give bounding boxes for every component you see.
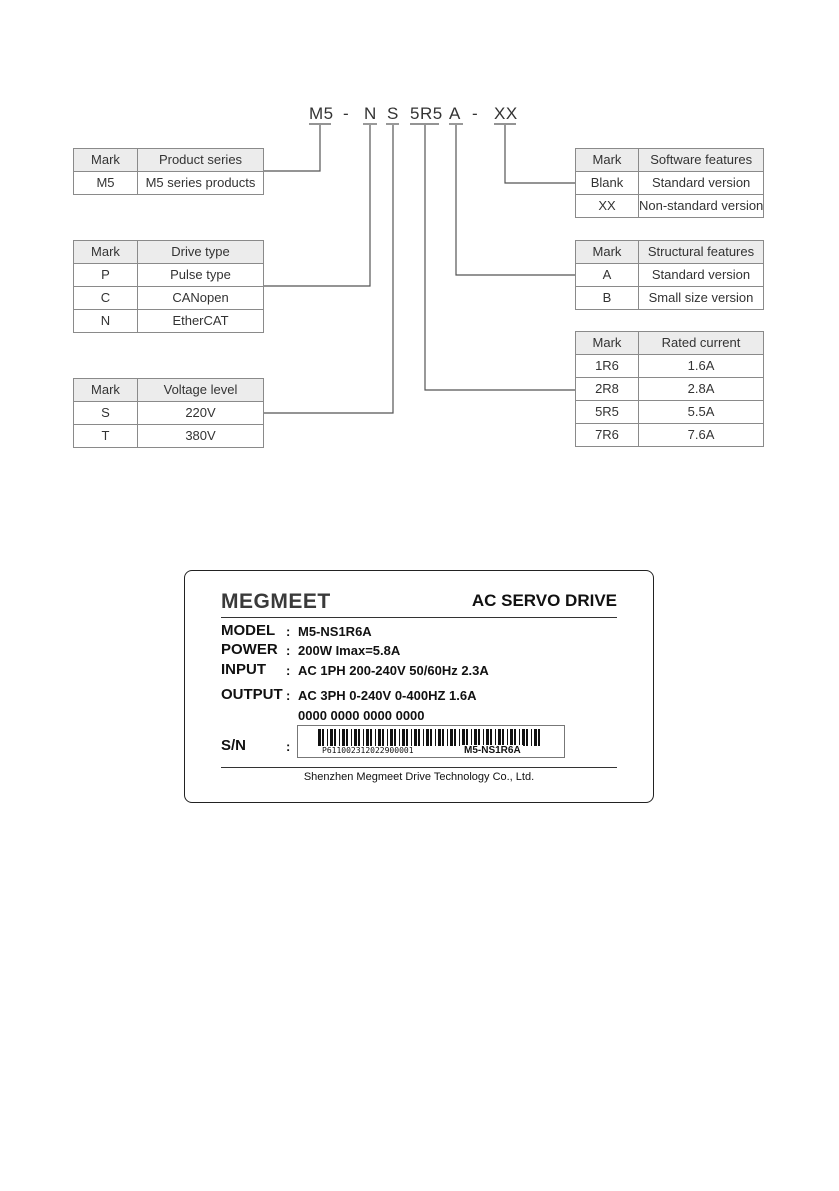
- barcode-bar: [459, 729, 460, 746]
- barcode-bar: [435, 729, 436, 746]
- barcode-bar: [414, 729, 417, 746]
- barcode-bar: [538, 729, 540, 746]
- barcode-bar: [483, 729, 484, 746]
- table-product-series: [73, 148, 264, 195]
- barcode-bar: [354, 729, 357, 746]
- cell-description: Small size version: [639, 287, 764, 310]
- barcode-bar: [330, 729, 333, 746]
- input-value: AC 1PH 200-240V 50/60Hz 2.3A: [298, 663, 489, 678]
- cell-mark: B: [576, 287, 639, 310]
- code-voltage: S: [387, 104, 399, 123]
- barcode-bar: [402, 729, 405, 746]
- cell-description: Standard version: [639, 172, 764, 195]
- barcode-bar: [382, 729, 384, 746]
- barcode-bar: [522, 729, 525, 746]
- barcode-bar: [351, 729, 352, 746]
- barcode-bar: [507, 729, 508, 746]
- power-label: POWER: [221, 641, 278, 658]
- cell-description: 1.6A: [639, 355, 764, 378]
- output-label: OUTPUT: [221, 686, 283, 703]
- barcode-bar: [510, 729, 513, 746]
- input-label: INPUT: [221, 661, 266, 678]
- connector-current: [425, 125, 575, 390]
- power-value: 200W Imax=5.8A: [298, 643, 401, 658]
- cell-description: CANopen: [138, 287, 264, 310]
- cell-mark: T: [74, 425, 138, 448]
- barcode-bar: [334, 729, 336, 746]
- barcode-bar: [370, 729, 372, 746]
- barcode-bar: [378, 729, 381, 746]
- barcode-bar: [363, 729, 364, 746]
- model-value: M5-NS1R6A: [298, 624, 372, 639]
- barcode-bar: [502, 729, 504, 746]
- barcode-bar: [322, 729, 324, 746]
- barcode-bar: [423, 729, 424, 746]
- cell-description: 380V: [138, 425, 264, 448]
- header-mark: Mark: [74, 149, 138, 172]
- output-separator: :: [286, 688, 291, 703]
- table-header-row: [74, 379, 264, 402]
- barcode-bar: [462, 729, 465, 746]
- barcode-bar: [526, 729, 528, 746]
- barcode-bar: [495, 729, 496, 746]
- table-voltage-level: [73, 378, 264, 448]
- barcode-bar: [438, 729, 441, 746]
- table-row: [576, 172, 764, 195]
- cell-description: 7.6A: [639, 424, 764, 447]
- cell-description: 220V: [138, 402, 264, 425]
- cell-mark: S: [74, 402, 138, 425]
- table-row: [74, 264, 264, 287]
- table-row: [576, 424, 764, 447]
- header-software-features: Software features: [639, 149, 764, 172]
- cell-mark: N: [74, 310, 138, 333]
- header-drive-type: Drive type: [138, 241, 264, 264]
- barcode-bar: [358, 729, 360, 746]
- cell-description: 5.5A: [639, 401, 764, 424]
- barcode-number: P611002312022900001: [322, 746, 414, 755]
- table-row: [74, 402, 264, 425]
- cell-description: 2.8A: [639, 378, 764, 401]
- code-series: M5: [309, 104, 334, 123]
- barcode-bar: [390, 729, 393, 746]
- header-mark: Mark: [576, 241, 639, 264]
- barcode-bar: [454, 729, 456, 746]
- connector-series: [263, 125, 320, 171]
- cell-mark: C: [74, 287, 138, 310]
- barcode-bar: [418, 729, 420, 746]
- table-row: [74, 425, 264, 448]
- table-drive-type: [73, 240, 264, 333]
- barcode-bar: [534, 729, 537, 746]
- barcode-bar: [514, 729, 516, 746]
- barcode-model: M5-NS1R6A: [464, 745, 521, 756]
- table-software-features: [575, 148, 764, 218]
- barcode-bar: [346, 729, 348, 746]
- barcode-bar: [447, 729, 448, 746]
- barcode-bar: [474, 729, 477, 746]
- table-row: [576, 287, 764, 310]
- serial-barcode: [297, 725, 565, 758]
- table-row: [576, 264, 764, 287]
- code-drive-type: N: [364, 104, 377, 123]
- barcode-bar: [318, 729, 321, 746]
- cell-mark: XX: [576, 195, 639, 218]
- table-rated-current: [575, 331, 764, 447]
- barcode-bar: [450, 729, 453, 746]
- cell-mark: P: [74, 264, 138, 287]
- model-separator: :: [286, 624, 291, 639]
- table-header-row: [576, 241, 764, 264]
- table-row: [74, 287, 264, 310]
- barcode-bar: [342, 729, 345, 746]
- table-row: [576, 195, 764, 218]
- company-name: Shenzhen Megmeet Drive Technology Co., Ltd.: [303, 771, 535, 783]
- cell-description: Non-standard version: [639, 195, 764, 218]
- nameplate-label: [184, 570, 654, 803]
- barcode-bar: [411, 729, 412, 746]
- barcode-bar: [406, 729, 408, 746]
- barcode-bar: [471, 729, 472, 746]
- header-product-series: Product series: [138, 149, 264, 172]
- barcode-bar: [466, 729, 468, 746]
- table-header-row: [74, 241, 264, 264]
- table-header-row: [576, 332, 764, 355]
- header-mark: Mark: [74, 379, 138, 402]
- header-rated-current: Rated current: [639, 332, 764, 355]
- cell-mark: 7R6: [576, 424, 639, 447]
- table-header-row: [74, 149, 264, 172]
- barcode-bar: [387, 729, 388, 746]
- code-structure: A: [449, 104, 461, 123]
- cell-mark: M5: [74, 172, 138, 195]
- connector-software: [505, 125, 575, 183]
- header-mark: Mark: [74, 241, 138, 264]
- barcode-bar: [327, 729, 328, 746]
- code-software: XX: [494, 104, 518, 123]
- table-header-row: [576, 149, 764, 172]
- product-title: AC SERVO DRIVE: [471, 591, 617, 610]
- barcode-bar: [430, 729, 432, 746]
- cell-mark: 2R8: [576, 378, 639, 401]
- header-mark: Mark: [576, 149, 639, 172]
- barcode-bar: [442, 729, 444, 746]
- code-current: 5R5: [410, 104, 443, 123]
- cell-description: M5 series products: [138, 172, 264, 195]
- code-dash-2: -: [472, 104, 479, 123]
- table-row: [576, 401, 764, 424]
- barcode-bar: [375, 729, 376, 746]
- connector-drive-type: [263, 125, 370, 286]
- barcode-bar: [490, 729, 492, 746]
- barcode-bar: [498, 729, 501, 746]
- connector-structure: [456, 125, 575, 275]
- table-structural-features: [575, 240, 764, 310]
- code-dash-1: -: [343, 104, 350, 123]
- barcode-bar: [519, 729, 520, 746]
- barcode-bar: [394, 729, 396, 746]
- barcode-bar: [478, 729, 480, 746]
- table-row: [74, 172, 264, 195]
- header-mark: Mark: [576, 332, 639, 355]
- power-separator: :: [286, 643, 291, 658]
- header-structural-features: Structural features: [639, 241, 764, 264]
- table-row: [576, 378, 764, 401]
- sn-label: S/N: [221, 737, 247, 754]
- divider-bottom: [221, 767, 617, 768]
- cell-description: Standard version: [639, 264, 764, 287]
- cell-mark: 1R6: [576, 355, 639, 378]
- output-code: 0000 0000 0000 0000: [298, 708, 425, 723]
- model-label: MODEL: [221, 622, 276, 639]
- barcode-bar: [366, 729, 369, 746]
- barcode-bar: [399, 729, 400, 746]
- barcode-bar: [426, 729, 429, 746]
- input-separator: :: [286, 663, 291, 678]
- connector-voltage: [263, 125, 393, 413]
- header-voltage-level: Voltage level: [138, 379, 264, 402]
- sn-separator: :: [286, 739, 291, 754]
- brand-logo: MEGMEET: [221, 590, 331, 613]
- output-value: AC 3PH 0-240V 0-400HZ 1.6A: [298, 688, 477, 703]
- divider-top: [221, 617, 617, 618]
- cell-mark: Blank: [576, 172, 639, 195]
- table-row: [74, 310, 264, 333]
- barcode-bar: [486, 729, 489, 746]
- cell-description: Pulse type: [138, 264, 264, 287]
- cell-description: EtherCAT: [138, 310, 264, 333]
- cell-mark: 5R5: [576, 401, 639, 424]
- barcode-bar: [531, 729, 532, 746]
- table-row: [576, 355, 764, 378]
- cell-mark: A: [576, 264, 639, 287]
- barcode-bar: [339, 729, 340, 746]
